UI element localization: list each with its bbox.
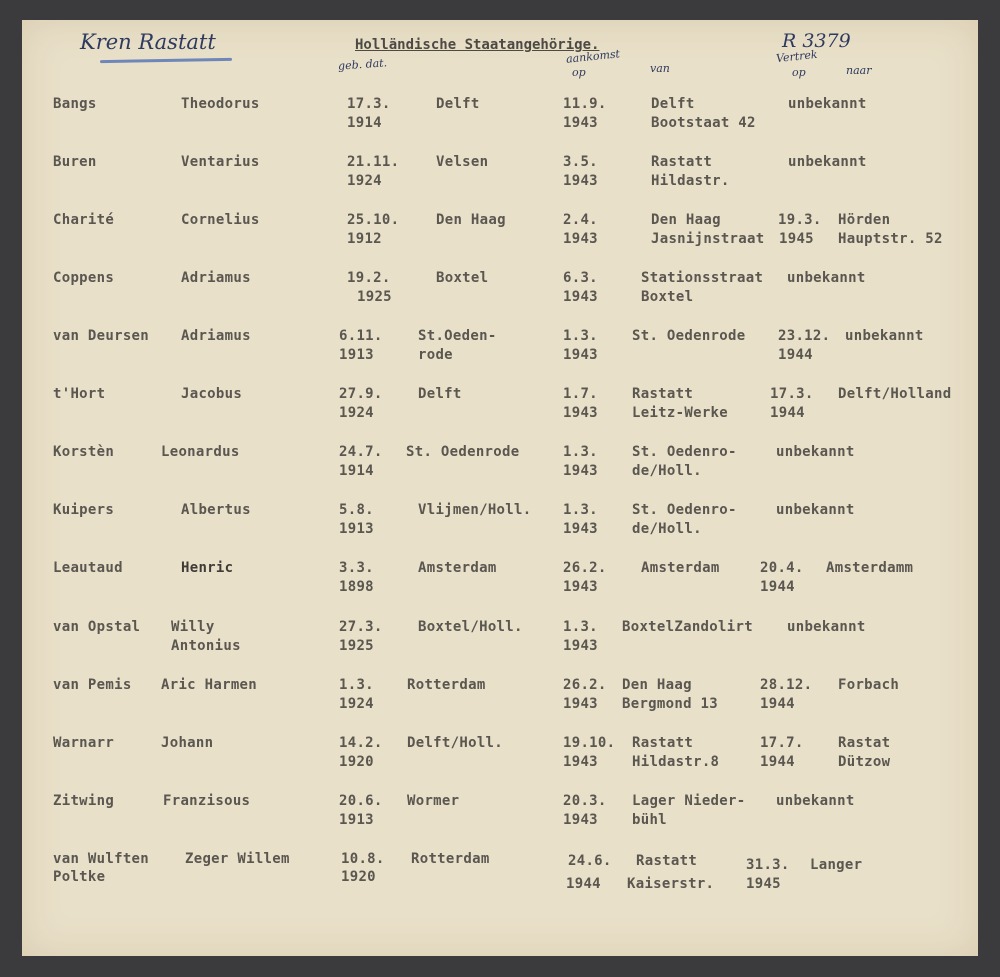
from-line-2: Kaiserstr. [627,876,715,892]
given-line-1: Adriamus [181,328,251,344]
departure-date: 23.12. [778,328,831,344]
arr-line-1: 11.9. [563,96,607,112]
birth-line-1: 27.9. [339,386,383,402]
arr-line-2: 1943 [563,115,598,131]
birth-line-2: 1924 [339,405,374,421]
departure-year: 1944 [778,347,813,363]
birth-line-2: 1913 [339,521,374,537]
given-line-1: Zeger Willem [185,851,290,867]
to-line-1: Rastat [838,735,891,751]
birth-line-2: 1913 [339,812,374,828]
departure-date: 17.7. [760,735,804,751]
place-line-1: Den Haag [436,212,506,228]
arr-line-1: 1.3. [563,502,598,518]
place-line-1: Wormer [407,793,460,809]
handwritten-camp-note: Kren Rastatt [80,30,216,54]
note-birth-date: geb. dat. [337,56,388,73]
birth-line-2: 1924 [347,173,382,189]
place-line-1: Rotterdam [407,677,486,693]
place-line-1: Boxtel/Holl. [418,619,523,635]
from-line-1: Rastatt [632,386,694,402]
reference-number: R 3379 [782,30,851,52]
to-line-1: Hörden [838,212,891,228]
departure-year: 1944 [770,405,805,421]
arr-line-2: 1944 [566,876,601,892]
given-line-1: Aric Harmen [161,677,258,693]
arr-line-2: 1943 [563,696,598,712]
arr-line-2: 1943 [563,289,598,305]
from-line-1: Rastatt [632,735,694,751]
arr-line-2: 1943 [563,463,598,479]
departure-year: 1945 [779,231,814,247]
arr-line-2: 1943 [563,754,598,770]
given-line-1: Jacobus [181,386,243,402]
birth-line-2: 1920 [341,869,376,885]
from-line-1: Den Haag [651,212,721,228]
surname-second-line: Poltke [53,869,106,885]
surname: Buren [53,154,97,170]
birth-line-1: 3.3. [339,560,374,576]
departure-date: 19.3. [778,212,822,228]
arr-line-2: 1943 [563,579,598,595]
place-line-2: rode [418,347,453,363]
place-line-1: Delft/Holl. [407,735,504,751]
given-line-1: Albertus [181,502,251,518]
from-line-2: Hildastr.8 [632,754,720,770]
from-line-1: Stationsstraat [641,270,764,286]
given-line-1: Leonardus [161,444,240,460]
to-line-1: Delft/Holland [838,386,952,402]
from-line-2: Boxtel [641,289,694,305]
birth-line-2: 1914 [339,463,374,479]
arr-line-1: 3.5. [563,154,598,170]
surname: van Wulften [53,851,150,867]
to-line-1: Amsterdamm [826,560,914,576]
place-line-1: Delft [436,96,480,112]
surname: Charité [53,212,115,228]
to-line-1: unbekannt [845,328,924,344]
departure-date: 20.4. [760,560,804,576]
place-line-1: Velsen [436,154,489,170]
departure-status: unbekannt [776,444,855,460]
note-departure-op: op [792,66,806,79]
from-line-1: St. Oedenro- [632,444,737,460]
birth-line-2: 1925 [357,289,392,305]
given-line-1: Franzisous [163,793,251,809]
from-line-2: bühl [632,812,667,828]
to-line-1: Langer [810,857,863,873]
from-line-2: Leitz-Werke [632,405,729,421]
departure-status: unbekannt [787,619,866,635]
departure-year: 1945 [746,876,781,892]
surname: Leautaud [53,560,123,576]
arr-line-2: 1943 [563,173,598,189]
arr-line-1: 6.3. [563,270,598,286]
surname: Korstèn [53,444,115,460]
departure-year: 1944 [760,696,795,712]
surname: t'Hort [53,386,106,402]
surname: van Pemis [53,677,132,693]
note-departure-naar: naar [846,64,872,77]
given-line-1: Ventarius [181,154,260,170]
given-line-1: Theodorus [181,96,260,112]
birth-line-1: 5.8. [339,502,374,518]
from-line-2: Hildastr. [651,173,730,189]
to-line-2: Dützow [838,754,891,770]
surname: Zitwing [53,793,115,809]
departure-status: unbekannt [776,793,855,809]
arr-line-2: 1943 [563,638,598,654]
arr-line-1: 1.7. [563,386,598,402]
from-line-2: Bergmond 13 [622,696,719,712]
place-line-1: St. Oedenrode [406,444,520,460]
note-arrival-van: van [650,62,670,75]
departure-status: unbekannt [787,270,866,286]
to-line-1: Forbach [838,677,900,693]
arr-line-1: 24.6. [568,853,612,869]
surname: Kuipers [53,502,115,518]
place-line-1: Amsterdam [418,560,497,576]
from-line-2: Bootstaat 42 [651,115,756,131]
arr-line-1: 26.2. [563,677,607,693]
birth-line-1: 25.10. [347,212,400,228]
given-line-2: Antonius [171,638,241,654]
departure-status: unbekannt [788,96,867,112]
from-line-2: Jasnijnstraat [651,231,765,247]
arr-line-2: 1943 [563,231,598,247]
place-line-1: Rotterdam [411,851,490,867]
given-line-1: Cornelius [181,212,260,228]
departure-date: 31.3. [746,857,790,873]
given-line-1: Henric [181,560,234,576]
birth-line-2: 1914 [347,115,382,131]
to-line-2: Hauptstr. 52 [838,231,943,247]
note-arrival-op: op [572,66,586,79]
place-line-1: Delft [418,386,462,402]
birth-line-1: 6.11. [339,328,383,344]
departure-status: unbekannt [788,154,867,170]
from-line-1: Rastatt [636,853,698,869]
note-departure: Vertrek [775,47,819,66]
from-line-1: Den Haag [622,677,692,693]
from-line-1: Delft [651,96,695,112]
birth-line-2: 1920 [339,754,374,770]
from-line-1: Lager Nieder- [632,793,746,809]
place-line-1: Vlijmen/Holl. [418,502,532,518]
arr-line-1: 2.4. [563,212,598,228]
birth-line-2: 1898 [339,579,374,595]
surname: Bangs [53,96,97,112]
birth-line-1: 1.3. [339,677,374,693]
place-line-1: Boxtel [436,270,489,286]
birth-line-2: 1913 [339,347,374,363]
from-line-1: BoxtelZandolirt [622,619,753,635]
from-line-1: Rastatt [651,154,713,170]
departure-status: unbekannt [776,502,855,518]
birth-line-2: 1925 [339,638,374,654]
page-title: Holländische Staatangehörige. [355,37,600,53]
arr-line-2: 1943 [563,347,598,363]
from-line-1: St. Oedenro- [632,502,737,518]
given-line-1: Adriamus [181,270,251,286]
given-line-1: Johann [161,735,214,751]
from-line-1: St. Oedenrode [632,328,746,344]
departure-year: 1944 [760,754,795,770]
surname: Coppens [53,270,115,286]
birth-line-1: 21.11. [347,154,400,170]
departure-year: 1944 [760,579,795,595]
from-line-2: de/Holl. [632,463,702,479]
note-arrival: aankomst [565,47,621,66]
birth-line-1: 17.3. [347,96,391,112]
arr-line-2: 1943 [563,812,598,828]
departure-date: 28.12. [760,677,813,693]
surname: van Opstal [53,619,141,635]
arr-line-1: 1.3. [563,444,598,460]
place-line-1: St.Oeden- [418,328,497,344]
from-line-1: Amsterdam [641,560,720,576]
birth-line-1: 27.3. [339,619,383,635]
birth-line-1: 20.6. [339,793,383,809]
arr-line-2: 1943 [563,521,598,537]
from-line-2: de/Holl. [632,521,702,537]
birth-line-1: 19.2. [347,270,391,286]
surname: van Deursen [53,328,150,344]
departure-date: 17.3. [770,386,814,402]
given-line-1: Willy [171,619,215,635]
arr-line-1: 1.3. [563,619,598,635]
surname: Warnarr [53,735,115,751]
arr-line-1: 26.2. [563,560,607,576]
arr-line-1: 20.3. [563,793,607,809]
arr-line-1: 19.10. [563,735,616,751]
birth-line-1: 10.8. [341,851,385,867]
birth-line-2: 1912 [347,231,382,247]
birth-line-2: 1924 [339,696,374,712]
birth-line-1: 14.2. [339,735,383,751]
birth-line-1: 24.7. [339,444,383,460]
arr-line-1: 1.3. [563,328,598,344]
arr-line-2: 1943 [563,405,598,421]
